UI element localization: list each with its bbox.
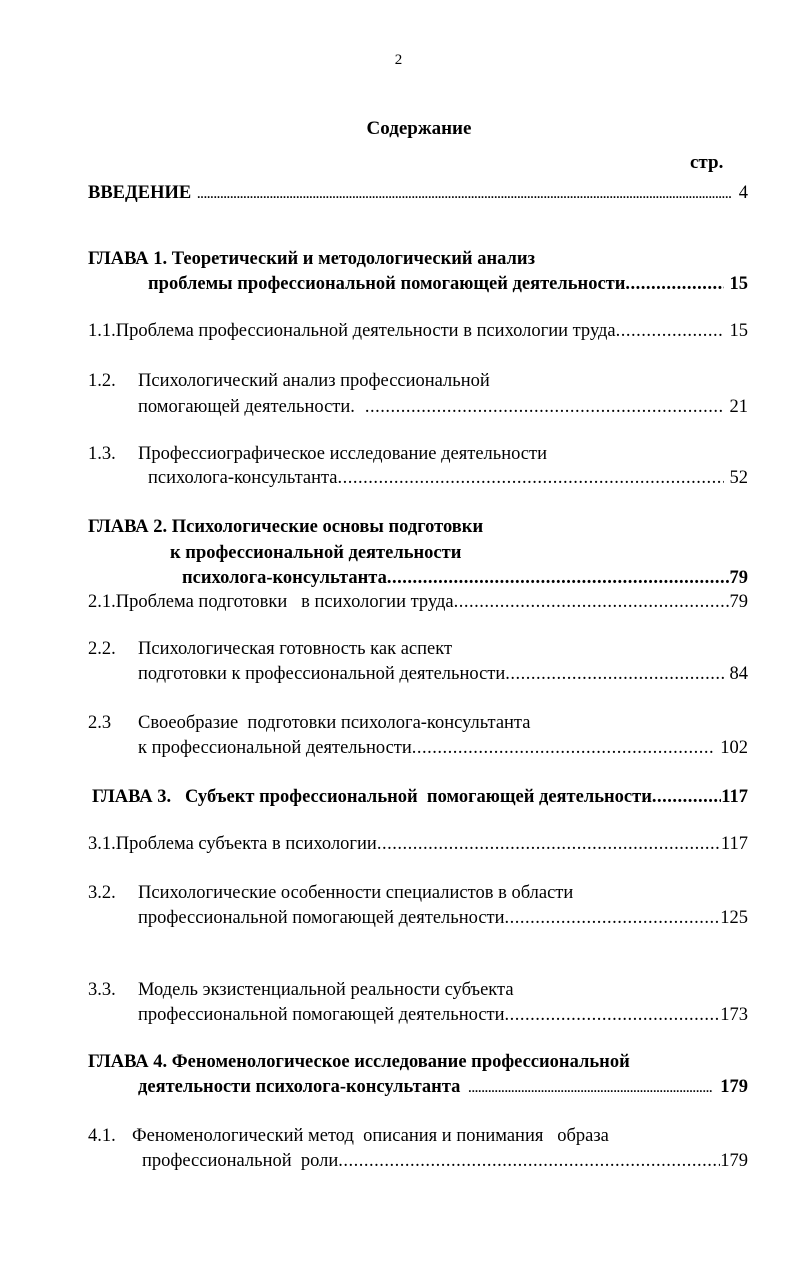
section-number: 2.2.	[88, 639, 116, 659]
leader-dots	[338, 465, 724, 491]
toc-chapter-3[interactable]	[92, 784, 748, 810]
leader-dots	[377, 831, 721, 857]
toc-chapter-4-line2[interactable]	[138, 1074, 748, 1101]
toc-chapter-2-line1[interactable]	[88, 514, 748, 540]
section-number: 1.2.	[88, 371, 116, 391]
section-title: профессиональной роли	[142, 1151, 339, 1171]
section-title: профессиональной помогающей деятельности	[138, 908, 505, 928]
toc-section-1-2-line2[interactable]	[138, 394, 748, 420]
section-title: Феноменологический метод описания и понимания образа	[132, 1126, 609, 1146]
section-title: Модель экзистенциальной реальности субъекта	[138, 980, 514, 1000]
toc-entry-page: 117	[721, 787, 748, 807]
section-title: профессиональной помогающей деятельности	[138, 1005, 505, 1025]
leader-dots	[365, 394, 724, 420]
toc-entry-page: 21	[729, 397, 748, 417]
toc-section-2-2-line1[interactable]	[88, 636, 748, 662]
section-title: Психологические особенности специалистов в области	[138, 883, 574, 903]
section-number: 1.3.	[88, 444, 116, 464]
section-title: Психологическая готовность как аспект	[138, 639, 453, 659]
toc-entry-page: 79	[729, 568, 748, 588]
toc-section-4-1-line1[interactable]	[88, 1123, 748, 1149]
leader-dots	[505, 1002, 721, 1028]
toc-entry-page: 102	[720, 738, 748, 758]
toc-chapter-title: к профессиональной деятельности	[170, 543, 462, 563]
toc-section-1-3-line2[interactable]	[148, 465, 748, 491]
toc-chapter-title: психолога-консультанта	[182, 568, 387, 588]
toc-section-2-1[interactable]	[88, 589, 748, 615]
page-column-label: стр.	[690, 152, 724, 173]
toc-section-3-2-line2[interactable]	[138, 905, 748, 931]
toc-section-3-1[interactable]	[88, 831, 748, 857]
toc-section-2-2-line2[interactable]	[138, 661, 748, 687]
leader-dots	[454, 589, 730, 615]
section-title: психолога-консультанта	[148, 468, 338, 488]
section-title: Своеобразие подготовки психолога-консультанта	[138, 713, 531, 733]
leader-dots	[387, 565, 730, 591]
toc-section-1-3-line1[interactable]	[88, 441, 748, 467]
toc-section-2-3-line2[interactable]	[138, 735, 748, 761]
leader-dots	[412, 735, 714, 761]
section-number: 3.2.	[88, 883, 116, 903]
toc-chapter-2-line3[interactable]	[182, 565, 748, 591]
toc-entry-page: 173	[720, 1005, 748, 1025]
page-number: 2	[394, 52, 403, 68]
toc-entry-page: 84	[729, 664, 748, 684]
toc-entry-page: 117	[720, 834, 748, 854]
section-number: 1.1.	[88, 321, 116, 341]
section-title: Проблема подготовки в психологии труда	[115, 592, 454, 612]
toc-entry-page: 79	[729, 592, 748, 612]
toc-chapter-title: ГЛАВА 3. Субъект профессиональной помогающей деятельности	[92, 787, 652, 807]
section-title: Проблема субъекта в психологии	[115, 834, 377, 854]
toc-section-1-2-line1[interactable]	[88, 368, 748, 394]
section-title: помогающей деятельности.	[138, 397, 355, 417]
toc-chapter-title: ГЛАВА 1. Теоретический и методологический анализ	[88, 249, 535, 269]
section-title: Психологический анализ профессиональной	[138, 371, 490, 391]
toc-chapter-1-line1[interactable]	[88, 246, 748, 272]
toc-chapter-title: проблемы профессиональной помогающей деятельности	[148, 274, 626, 294]
toc-chapter-title: ГЛАВА 2. Психологические основы подготовки	[88, 517, 484, 537]
toc-section-4-1-line2[interactable]	[142, 1148, 748, 1174]
section-title: Профессиографическое исследование деятельности	[138, 444, 548, 464]
section-number: 3.3.	[88, 980, 116, 1000]
leader-dots	[505, 661, 723, 687]
toc-chapter-4-line1[interactable]	[88, 1049, 748, 1075]
leader-dots	[468, 1075, 712, 1101]
section-number: 4.1.	[88, 1126, 116, 1146]
toc-section-3-3-line2[interactable]	[138, 1002, 748, 1028]
toc-section-2-3-line1[interactable]	[88, 710, 748, 736]
leader-dots	[338, 1148, 720, 1174]
toc-entry-intro[interactable]	[88, 180, 748, 207]
section-number: 2.1.	[88, 592, 116, 612]
section-number: 3.1.	[88, 834, 116, 854]
section-title: Проблема профессиональной деятельности в психологии труда	[115, 321, 616, 341]
section-number: 2.3	[88, 713, 112, 733]
toc-chapter-1-line2[interactable]	[148, 271, 748, 297]
leader-dots	[625, 271, 723, 297]
section-title: подготовки к профессиональной деятельности	[138, 664, 506, 684]
leader-dots	[616, 318, 724, 344]
leader-dots	[197, 181, 731, 207]
toc-entry-page: 179	[720, 1077, 748, 1097]
toc-chapter-title: деятельности психолога-консультанта	[138, 1077, 461, 1097]
toc-chapter-2-line2[interactable]	[170, 540, 748, 566]
leader-dots	[505, 905, 721, 931]
toc-chapter-title: ГЛАВА 4. Феноменологическое исследование профессиональной	[88, 1052, 630, 1072]
toc-entry-page: 4	[738, 183, 748, 203]
toc-section-3-2-line1[interactable]	[88, 880, 748, 906]
toc-section-3-3-line1[interactable]	[88, 977, 748, 1003]
toc-entry-page: 52	[729, 468, 748, 488]
toc-entry-page: 15	[729, 321, 748, 341]
leader-dots	[652, 784, 721, 810]
toc-entry-label: ВВЕДЕНИЕ	[88, 183, 192, 203]
toc-section-1-1[interactable]	[88, 318, 748, 344]
page-title: Содержание	[366, 118, 472, 139]
toc-entry-page: 125	[720, 908, 748, 928]
toc-entry-page: 179	[720, 1151, 748, 1171]
toc-entry-page: 15	[729, 274, 748, 294]
section-title: к профессиональной деятельности	[138, 738, 412, 758]
